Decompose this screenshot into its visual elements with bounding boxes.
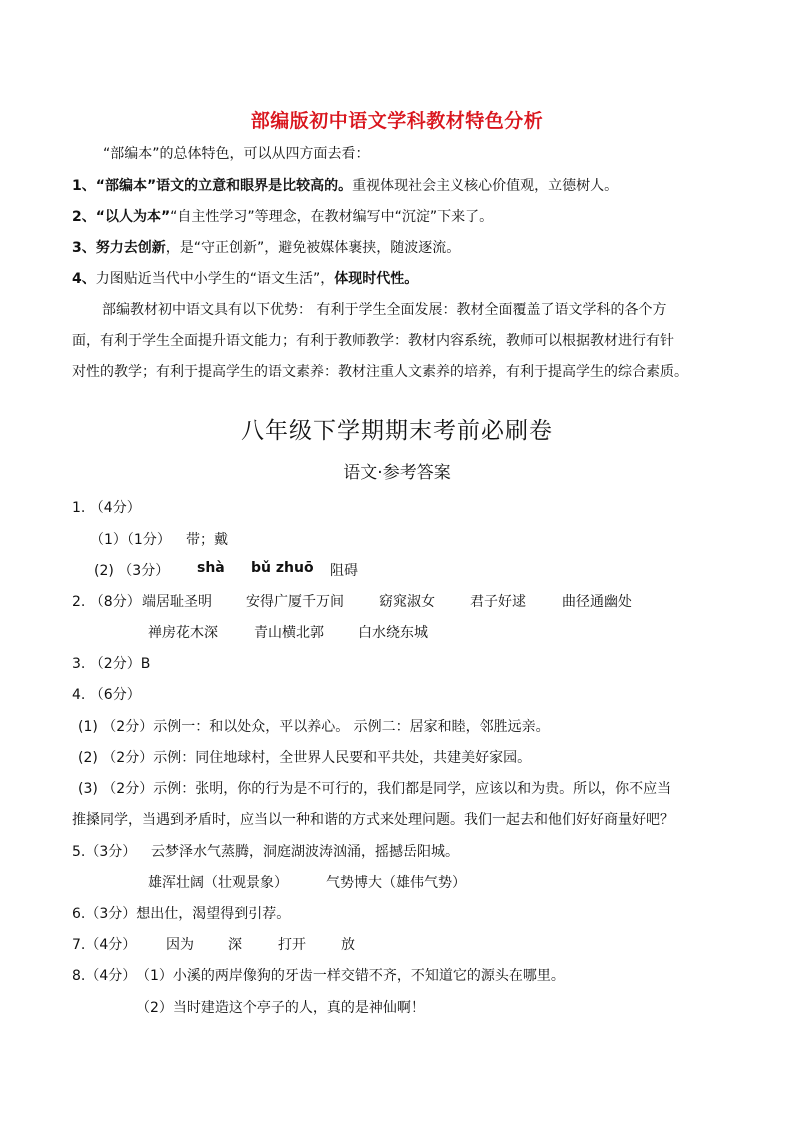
advantages-paragraph [72, 295, 722, 388]
q1-2-word: 阻碍 [330, 563, 358, 579]
q4-1: (1) （2分）示例一：和以处众，平以养心。 示例二：居家和睦，邻胜远亲。 [78, 719, 550, 735]
feature-4-rest: 力图贴近当代中小学生的“语文生活”， [95, 271, 335, 287]
q5-answer-b: 气势博大（雄伟气势） [326, 875, 466, 891]
exam-subtitle: 语文·参考答案 [343, 463, 451, 483]
q1-2-pinyin-1: shà [197, 560, 225, 576]
feature-1-bold: “部编本”语文的立意和眼界是比较高的。 [95, 178, 353, 194]
q5-head: 5.（3分） [72, 844, 137, 860]
q7-word-1: 因为 [166, 937, 194, 953]
advantages-line-2: 面，有利于学生全面提升语文能力；有利于教师教学：教材内容系统，教师可以根据教材进行有针 [72, 333, 674, 349]
q2-item-1: 端居耻圣明 [142, 594, 212, 610]
q8-head: 8.（4分） [72, 968, 137, 984]
q2-item-5: 曲径通幽处 [562, 594, 632, 610]
feature-2-rest: “自主性学习”等理念，在教材编写中“沉淀”下来了。 [170, 209, 494, 225]
q4-2: (2) （2分）示例：同住地球村，全世界人民要和平共处，共建美好家园。 [78, 750, 532, 766]
advantages-line-3: 对性的教学；有利于提高学生的语文素养：教材注重人文素养的培养，有利于提高学生的综合素质。 [72, 364, 688, 380]
q2-item-2: 安得广厦千万间 [246, 594, 344, 610]
q7-word-2: 深 [228, 937, 242, 953]
q1-head: 1. （4分） [72, 500, 141, 516]
feature-3-bold: 努力去创新 [95, 240, 166, 256]
feature-4-prefix: 4、 [72, 271, 96, 287]
feature-1 [72, 175, 618, 195]
feature-3-rest: ，是“守正创新”，避免被媒体裹挟，随波逐流。 [165, 240, 461, 256]
q5-answer-a: 雄浑壮阔（壮观景象） [148, 875, 288, 891]
feature-1-prefix: 1、 [72, 178, 96, 194]
q1-2-label: (2) （3分） [94, 563, 170, 579]
analysis-title: 部编版初中语文学科教材特色分析 [250, 110, 544, 132]
q2-item-7: 青山横北郭 [254, 625, 324, 641]
q6: 6.（3分）想出仕，渴望得到引荐。 [72, 906, 291, 922]
feature-1-rest: 重视体现社会主义核心价值观，立德树人。 [352, 178, 619, 194]
q1-2-pinyin-2: bǔ zhuō [251, 560, 314, 576]
q8-1: （1）小溪的两岸像狗的牙齿一样交错不齐，不知道它的源头在哪里。 [136, 968, 565, 984]
q2-item-6: 禅房花木深 [148, 625, 218, 641]
exam-title: 八年级下学期期末考前必刷卷 [241, 418, 553, 444]
q4-3-line-2: 推搡同学，当遇到矛盾时，应当以一种和谐的方式来处理问题。我们一起去和他们好好商量好吧？ [72, 812, 674, 828]
q2-item-3: 窈窕淑女 [379, 594, 435, 610]
q5-line-1: 云梦泽水气蒸腾，洞庭湖波涛汹涌，摇撼岳阳城。 [151, 844, 459, 860]
q2-head: 2. （8分） [72, 594, 141, 610]
feature-2-prefix: 2、 [72, 209, 96, 225]
feature-2 [72, 206, 493, 226]
feature-3 [72, 237, 460, 257]
feature-4-tail: 体现时代性。 [334, 271, 419, 287]
intro-line: “部编本”的总体特色，可以从四方面去看： [103, 146, 370, 162]
q2-item-4: 君子好逑 [470, 594, 526, 610]
q2-item-8: 白水绕东城 [358, 625, 428, 641]
q7-word-4: 放 [341, 937, 355, 953]
feature-4 [72, 268, 418, 288]
q8-2: （2）当时建造这个亭子的人，真的是神仙啊！ [136, 1000, 425, 1016]
q4-3-line-1: (3) （2分）示例：张明，你的行为是不可行的，我们都是同学，应该以和为贵。所以，你不应当 [78, 781, 672, 797]
q1-1-answer: 带；戴 [186, 532, 228, 548]
q7-word-3: 打开 [278, 937, 306, 953]
advantages-line-1: 部编教材初中语文具有以下优势： 有利于学生全面发展：教材全面覆盖了语文学科的各个方 [102, 302, 667, 318]
q1-1-label: （1）（1分） [90, 532, 171, 548]
q3: 3. （2分）B [72, 656, 151, 672]
q7-head: 7.（4分） [72, 937, 137, 953]
q4-head: 4. （6分） [72, 687, 141, 703]
feature-2-bold: “以人为本” [95, 209, 171, 225]
feature-3-prefix: 3、 [72, 240, 96, 256]
